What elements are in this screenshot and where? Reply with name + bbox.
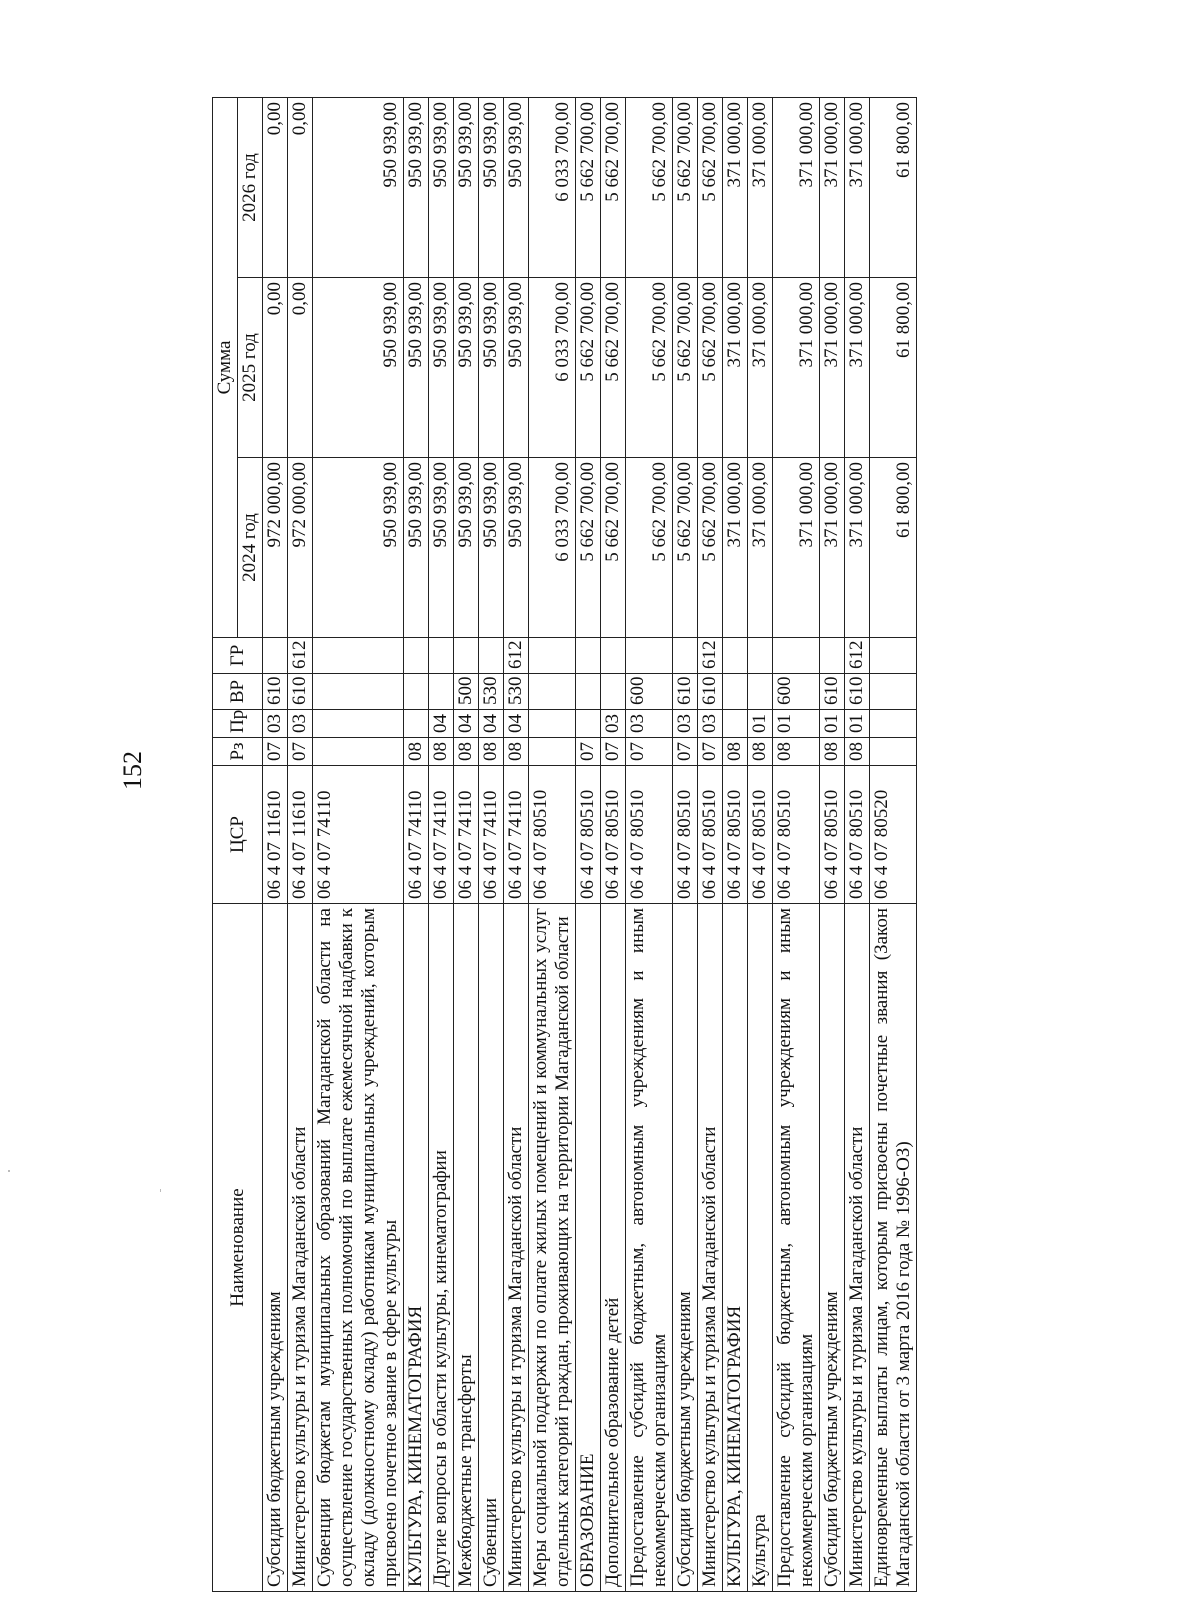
row-pr: 03 bbox=[626, 710, 673, 738]
row-gr bbox=[529, 638, 576, 674]
row-sum-2025: 371 000,00 bbox=[845, 278, 870, 458]
row-gr: 612 bbox=[288, 638, 313, 674]
row-pr bbox=[576, 710, 601, 738]
row-name: Субсидии бюджетным учреждениям bbox=[673, 904, 698, 1592]
table-row bbox=[723, 98, 748, 1592]
row-csr: 06 4 07 80510 bbox=[601, 766, 626, 904]
row-pr: 03 bbox=[263, 710, 288, 738]
row-pr: 04 bbox=[479, 710, 504, 738]
scan-speck bbox=[8, 1170, 10, 1172]
row-pr: 01 bbox=[748, 710, 773, 738]
row-csr: 06 4 07 80520 bbox=[870, 766, 917, 904]
row-name: Субвенции bbox=[479, 904, 504, 1592]
row-rz: 08 bbox=[820, 738, 845, 766]
table-row bbox=[698, 98, 723, 1592]
row-sum-2026: 950 939,00 bbox=[504, 98, 529, 278]
row-rz: 08 bbox=[404, 738, 429, 766]
row-vr: 530 bbox=[504, 674, 529, 710]
row-sum-2024: 5 662 700,00 bbox=[576, 458, 601, 638]
row-sum-2026: 61 800,00 bbox=[870, 98, 917, 278]
table-row bbox=[845, 98, 870, 1592]
row-sum-2024: 972 000,00 bbox=[288, 458, 313, 638]
row-vr: 500 bbox=[454, 674, 479, 710]
row-name: Меры социальной поддержки по оплате жилых помещений и коммунальных услуг отдельных категорий граждан, проживающих на территории Магаданской области bbox=[529, 904, 576, 1592]
row-vr: 610 bbox=[263, 674, 288, 710]
row-rz: 08 bbox=[429, 738, 454, 766]
row-sum-2025: 950 939,00 bbox=[479, 278, 504, 458]
row-pr bbox=[313, 710, 404, 738]
row-gr bbox=[820, 638, 845, 674]
row-sum-2025: 371 000,00 bbox=[773, 278, 820, 458]
row-gr bbox=[404, 638, 429, 674]
row-gr: 612 bbox=[845, 638, 870, 674]
row-gr bbox=[313, 638, 404, 674]
row-sum-2024: 5 662 700,00 bbox=[626, 458, 673, 638]
row-csr: 06 4 07 80510 bbox=[845, 766, 870, 904]
row-rz bbox=[313, 738, 404, 766]
row-name: Предоставление субсидий бюджетным, автономным учреждениям и иным некоммерческим организациям bbox=[626, 904, 673, 1592]
row-sum-2024: 371 000,00 bbox=[748, 458, 773, 638]
row-sum-2024: 950 939,00 bbox=[504, 458, 529, 638]
table-row bbox=[601, 98, 626, 1592]
table-row bbox=[504, 98, 529, 1592]
table-row bbox=[820, 98, 845, 1592]
row-sum-2025: 5 662 700,00 bbox=[601, 278, 626, 458]
row-sum-2024: 972 000,00 bbox=[263, 458, 288, 638]
table-body bbox=[263, 98, 917, 1592]
row-rz: 08 bbox=[454, 738, 479, 766]
row-gr bbox=[429, 638, 454, 674]
table-row bbox=[870, 98, 917, 1592]
row-name: Субсидии бюджетным учреждениям bbox=[820, 904, 845, 1592]
row-name: КУЛЬТУРА, КИНЕМАТОГРАФИЯ bbox=[404, 904, 429, 1592]
row-sum-2026: 5 662 700,00 bbox=[626, 98, 673, 278]
row-gr bbox=[263, 638, 288, 674]
table-row bbox=[529, 98, 576, 1592]
row-gr bbox=[454, 638, 479, 674]
row-csr: 06 4 07 80510 bbox=[673, 766, 698, 904]
row-csr: 06 4 07 80510 bbox=[773, 766, 820, 904]
row-pr bbox=[529, 710, 576, 738]
row-csr: 06 4 07 74110 bbox=[429, 766, 454, 904]
row-gr bbox=[601, 638, 626, 674]
row-sum-2025: 371 000,00 bbox=[820, 278, 845, 458]
row-sum-2026: 950 939,00 bbox=[404, 98, 429, 278]
budget-table bbox=[212, 97, 917, 1592]
row-csr: 06 4 07 11610 bbox=[288, 766, 313, 904]
row-name: Предоставление субсидий бюджетным, автономным учреждениям и иным некоммерческим организациям bbox=[773, 904, 820, 1592]
row-gr bbox=[673, 638, 698, 674]
row-sum-2026: 950 939,00 bbox=[479, 98, 504, 278]
row-csr: 06 4 07 80510 bbox=[820, 766, 845, 904]
row-rz: 08 bbox=[773, 738, 820, 766]
row-gr bbox=[870, 638, 917, 674]
row-sum-2024: 950 939,00 bbox=[313, 458, 404, 638]
row-sum-2026: 0,00 bbox=[263, 98, 288, 278]
row-rz: 07 bbox=[601, 738, 626, 766]
row-sum-2024: 371 000,00 bbox=[820, 458, 845, 638]
row-pr: 03 bbox=[698, 710, 723, 738]
header-sum: Сумма bbox=[213, 98, 238, 638]
row-rz: 07 bbox=[263, 738, 288, 766]
row-sum-2026: 0,00 bbox=[288, 98, 313, 278]
row-gr: 612 bbox=[698, 638, 723, 674]
row-sum-2026: 371 000,00 bbox=[723, 98, 748, 278]
row-rz bbox=[870, 738, 917, 766]
header-vr: ВР bbox=[213, 674, 263, 710]
row-sum-2026: 950 939,00 bbox=[313, 98, 404, 278]
row-sum-2024: 5 662 700,00 bbox=[601, 458, 626, 638]
table-row bbox=[673, 98, 698, 1592]
row-sum-2026: 950 939,00 bbox=[454, 98, 479, 278]
table-row bbox=[263, 98, 288, 1592]
row-sum-2025: 950 939,00 bbox=[504, 278, 529, 458]
row-csr: 06 4 07 80510 bbox=[626, 766, 673, 904]
row-vr: 600 bbox=[773, 674, 820, 710]
row-name: Дополнительное образование детей bbox=[601, 904, 626, 1592]
row-csr: 06 4 07 80510 bbox=[723, 766, 748, 904]
row-sum-2024: 371 000,00 bbox=[723, 458, 748, 638]
row-vr bbox=[529, 674, 576, 710]
row-csr: 06 4 07 80510 bbox=[576, 766, 601, 904]
row-pr: 03 bbox=[288, 710, 313, 738]
row-csr: 06 4 07 74110 bbox=[479, 766, 504, 904]
row-csr: 06 4 07 74110 bbox=[454, 766, 479, 904]
row-name: Министерство культуры и туризма Магаданской области bbox=[698, 904, 723, 1592]
row-gr bbox=[773, 638, 820, 674]
row-pr bbox=[870, 710, 917, 738]
row-sum-2024: 371 000,00 bbox=[773, 458, 820, 638]
row-csr: 06 4 07 74110 bbox=[404, 766, 429, 904]
row-vr: 600 bbox=[626, 674, 673, 710]
row-sum-2025: 5 662 700,00 bbox=[626, 278, 673, 458]
row-pr: 04 bbox=[504, 710, 529, 738]
row-name: Министерство культуры и туризма Магаданской области bbox=[504, 904, 529, 1592]
header-2024: 2024 год bbox=[238, 458, 263, 638]
row-sum-2026: 5 662 700,00 bbox=[601, 98, 626, 278]
header-pr: Пр bbox=[213, 710, 263, 738]
row-name: Межбюджетные трансферты bbox=[454, 904, 479, 1592]
row-sum-2024: 950 939,00 bbox=[479, 458, 504, 638]
row-sum-2024: 950 939,00 bbox=[429, 458, 454, 638]
row-name: Министерство культуры и туризма Магаданской области bbox=[845, 904, 870, 1592]
row-sum-2025: 6 033 700,00 bbox=[529, 278, 576, 458]
row-name: Субсидии бюджетным учреждениям bbox=[263, 904, 288, 1592]
row-sum-2024: 6 033 700,00 bbox=[529, 458, 576, 638]
table-row bbox=[773, 98, 820, 1592]
row-pr: 01 bbox=[820, 710, 845, 738]
row-sum-2024: 61 800,00 bbox=[870, 458, 917, 638]
row-csr: 06 4 07 80510 bbox=[748, 766, 773, 904]
row-sum-2026: 5 662 700,00 bbox=[576, 98, 601, 278]
row-gr bbox=[576, 638, 601, 674]
row-sum-2026: 6 033 700,00 bbox=[529, 98, 576, 278]
row-sum-2024: 5 662 700,00 bbox=[673, 458, 698, 638]
row-name: ОБРАЗОВАНИЕ bbox=[576, 904, 601, 1592]
row-sum-2026: 950 939,00 bbox=[429, 98, 454, 278]
row-sum-2025: 950 939,00 bbox=[429, 278, 454, 458]
row-name: Культура bbox=[748, 904, 773, 1592]
row-pr: 04 bbox=[429, 710, 454, 738]
row-vr: 610 bbox=[673, 674, 698, 710]
row-vr bbox=[748, 674, 773, 710]
row-vr bbox=[870, 674, 917, 710]
row-vr bbox=[601, 674, 626, 710]
row-pr: 01 bbox=[845, 710, 870, 738]
row-sum-2026: 371 000,00 bbox=[845, 98, 870, 278]
page-number: 152 bbox=[118, 751, 147, 790]
row-gr bbox=[723, 638, 748, 674]
table-row bbox=[404, 98, 429, 1592]
row-gr bbox=[626, 638, 673, 674]
header-2026: 2026 год bbox=[238, 98, 263, 278]
header-name: Наименование bbox=[213, 904, 263, 1592]
row-rz: 08 bbox=[845, 738, 870, 766]
table-row bbox=[288, 98, 313, 1592]
row-sum-2024: 950 939,00 bbox=[454, 458, 479, 638]
row-csr: 06 4 07 74110 bbox=[313, 766, 404, 904]
row-csr: 06 4 07 80510 bbox=[529, 766, 576, 904]
row-sum-2025: 0,00 bbox=[288, 278, 313, 458]
row-name: КУЛЬТУРА, КИНЕМАТОГРАФИЯ bbox=[723, 904, 748, 1592]
row-sum-2026: 371 000,00 bbox=[773, 98, 820, 278]
header-2025: 2025 год bbox=[238, 278, 263, 458]
row-sum-2025: 371 000,00 bbox=[723, 278, 748, 458]
row-vr: 610 bbox=[845, 674, 870, 710]
row-rz: 07 bbox=[288, 738, 313, 766]
row-vr: 610 bbox=[698, 674, 723, 710]
row-gr: 612 bbox=[504, 638, 529, 674]
row-gr bbox=[479, 638, 504, 674]
row-pr bbox=[723, 710, 748, 738]
row-rz: 07 bbox=[698, 738, 723, 766]
row-vr: 610 bbox=[820, 674, 845, 710]
row-csr: 06 4 07 80510 bbox=[698, 766, 723, 904]
row-csr: 06 4 07 11610 bbox=[263, 766, 288, 904]
row-sum-2025: 950 939,00 bbox=[313, 278, 404, 458]
row-sum-2026: 5 662 700,00 bbox=[673, 98, 698, 278]
row-pr: 03 bbox=[601, 710, 626, 738]
table-row bbox=[429, 98, 454, 1592]
row-rz: 07 bbox=[576, 738, 601, 766]
row-gr bbox=[748, 638, 773, 674]
row-rz: 08 bbox=[748, 738, 773, 766]
row-vr bbox=[576, 674, 601, 710]
row-sum-2024: 950 939,00 bbox=[404, 458, 429, 638]
row-pr: 04 bbox=[454, 710, 479, 738]
row-sum-2025: 0,00 bbox=[263, 278, 288, 458]
row-vr: 610 bbox=[288, 674, 313, 710]
row-sum-2025: 5 662 700,00 bbox=[673, 278, 698, 458]
rotated-sheet bbox=[212, 100, 1096, 1592]
row-sum-2025: 5 662 700,00 bbox=[698, 278, 723, 458]
row-sum-2025: 950 939,00 bbox=[454, 278, 479, 458]
header-gr: ГР bbox=[213, 638, 263, 674]
row-name: Министерство культуры и туризма Магаданской области bbox=[288, 904, 313, 1592]
table-row bbox=[313, 98, 404, 1592]
row-rz: 08 bbox=[504, 738, 529, 766]
table-row bbox=[479, 98, 504, 1592]
row-rz: 07 bbox=[626, 738, 673, 766]
row-vr bbox=[429, 674, 454, 710]
row-sum-2026: 371 000,00 bbox=[820, 98, 845, 278]
row-vr bbox=[404, 674, 429, 710]
row-vr bbox=[723, 674, 748, 710]
row-sum-2026: 371 000,00 bbox=[748, 98, 773, 278]
row-name: Единовременные выплаты лицам, которым присвоены почетные звания (Закон Магаданской области от 3 марта 2016 года № 1996-ОЗ) bbox=[870, 904, 917, 1592]
row-name: Субвенции бюджетам муниципальных образований Магаданской области на осуществление государственных полномочий по выплате ежемесячной надбавки к окладу (должностному окладу) работникам муниципальных учреждений, которым присвоено почетное звание в сфере культуры bbox=[313, 904, 404, 1592]
header-rz: Рз bbox=[213, 738, 263, 766]
table-row bbox=[576, 98, 601, 1592]
row-vr bbox=[313, 674, 404, 710]
row-pr: 03 bbox=[673, 710, 698, 738]
row-sum-2024: 5 662 700,00 bbox=[698, 458, 723, 638]
row-pr: 01 bbox=[773, 710, 820, 738]
header-csr: ЦСР bbox=[213, 766, 263, 904]
row-rz: 08 bbox=[479, 738, 504, 766]
row-rz: 08 bbox=[723, 738, 748, 766]
row-vr: 530 bbox=[479, 674, 504, 710]
row-sum-2026: 5 662 700,00 bbox=[698, 98, 723, 278]
table-row bbox=[748, 98, 773, 1592]
table-row bbox=[626, 98, 673, 1592]
row-sum-2025: 950 939,00 bbox=[404, 278, 429, 458]
row-sum-2025: 61 800,00 bbox=[870, 278, 917, 458]
scan-speck bbox=[160, 1189, 161, 1192]
table-row bbox=[454, 98, 479, 1592]
row-sum-2024: 371 000,00 bbox=[845, 458, 870, 638]
row-pr bbox=[404, 710, 429, 738]
row-name: Другие вопросы в области культуры, кинематографии bbox=[429, 904, 454, 1592]
row-sum-2025: 371 000,00 bbox=[748, 278, 773, 458]
row-rz: 07 bbox=[673, 738, 698, 766]
row-csr: 06 4 07 74110 bbox=[504, 766, 529, 904]
row-sum-2025: 5 662 700,00 bbox=[576, 278, 601, 458]
row-rz bbox=[529, 738, 576, 766]
